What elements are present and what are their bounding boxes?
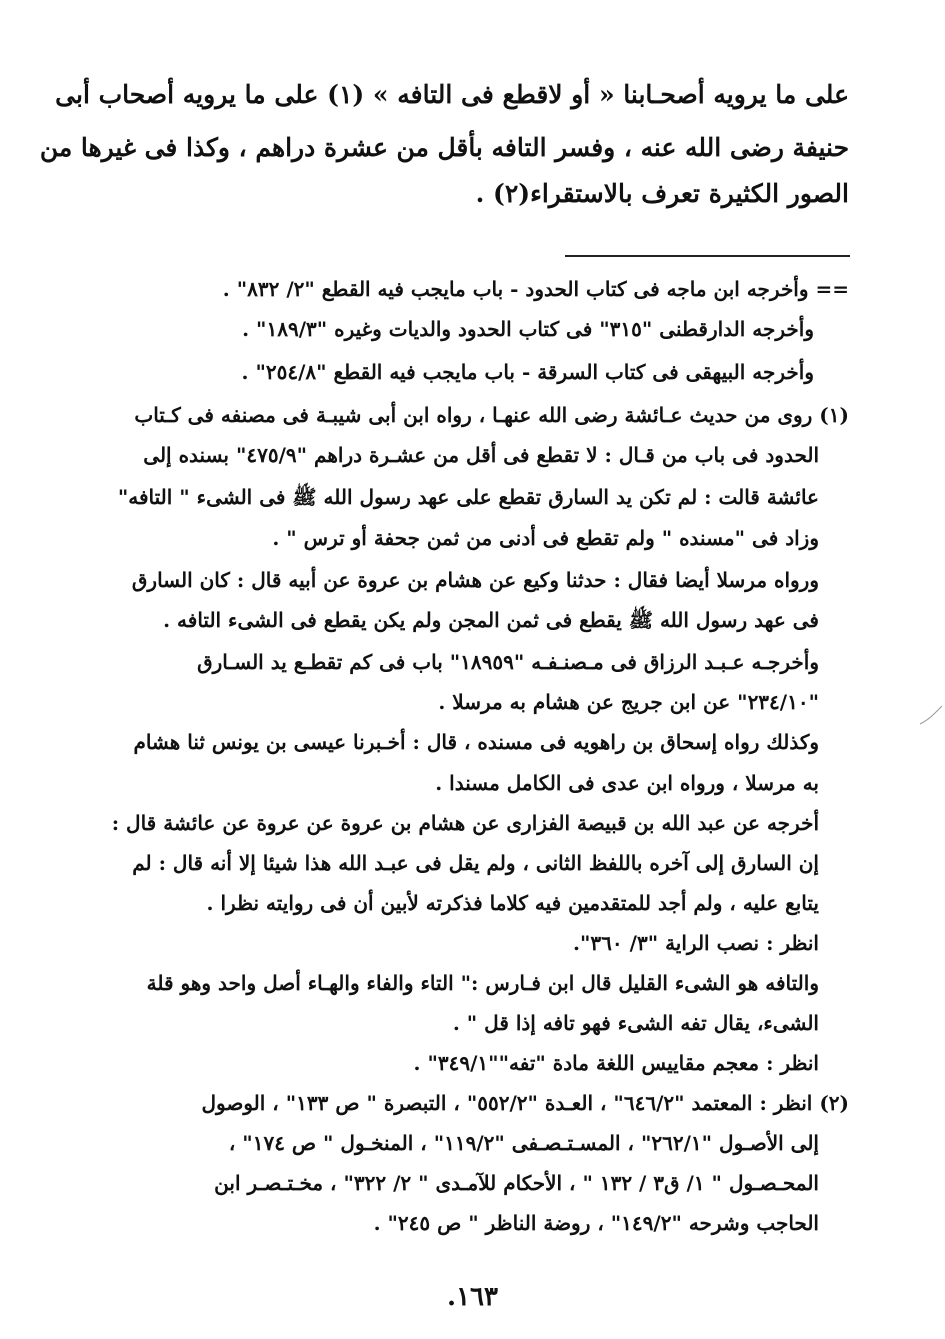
footnote-line: الشىء، يقال تفه الشىء فهو تافه إذا قل " . — [452, 1011, 819, 1035]
footnote-line: يتابع عليه ، ولم أجد للمتقدمين فيه كلاما فذكرته لأبين أن فى روايته نظرا . — [206, 891, 819, 915]
footnote-line: أخرجه عن عبد الله بن قبيصة الفزارى عن هشام بن عروة عن عروة عن عائشة قال : — [111, 811, 819, 835]
footnote-line: وأخرجه الدارقطنى "٣١٥" فى كتاب الحدود والديات وغيره "١٨٩/٣" . — [242, 317, 814, 341]
main-text-line: الصور الكثيرة تعرف بالاستقراء(٢) . — [475, 179, 849, 208]
footnote-line: الحاجب وشرحه "١٤٩/٢" ، روضة الناظر " ص ٢٤٥" . — [373, 1211, 819, 1235]
footnote-line: انظر : معجم مقاييس اللغة مادة "تفه""٣٤٩/١" . — [413, 1051, 819, 1075]
footnote-line: انظر : نصب الراية "٣/ ٣٦٠". — [573, 931, 819, 955]
main-text-line: حنيفة رضى الله عنه ، وفسر التافه بأقل من عشرة دراهم ، وكذا فى غيرها من — [39, 133, 849, 162]
footnote-line: الحدود فى باب من قـال : لا تقطع فى أقل من عشـرة دراهم "٤٧٥/٩" بسنده إلى — [143, 443, 819, 467]
footnote-line: وزاد فى "مسنده " ولم تقطع فى أدنى من ثمن جحفة أو ترس " . — [272, 526, 819, 550]
footnote-line: به مرسلا ، ورواه ابن عدى فى الكامل مسندا . — [435, 771, 819, 795]
main-text-line: على ما يرويه أصحـابنا « أو لاقطع فى التافه » (١) على ما يرويه أصحاب أبى — [55, 80, 849, 109]
footnote-line: ورواه مرسلا أيضا فقال : حدثنا وكيع عن هشام بن عروة عن أبيه قال : كان السارق — [131, 568, 819, 592]
footnote-line: فى عهد رسول الله ﷺ يقطع فى ثمن المجن ولم يكن يقطع فى الشىء التافه . — [163, 608, 819, 632]
footnote-line: وأخرجـه عـبـد الرزاق فى مـصنـفـه "١٨٩٥٩" باب فى كم تقطـع يد السـارق — [197, 650, 819, 674]
footnote-line: (١) روى من حديث عـائشة رضى الله عنهـا ، رواه ابن أبى شيبـة فى مصنفه فى كـتاب — [134, 403, 849, 427]
footnote-line: وأخرجه البيهقى فى كتاب السرقة - باب مايجب فيه القطع "٢٥٤/٨" . — [241, 360, 814, 384]
scan-mark-icon — [918, 700, 944, 730]
footnote-line: إلى الأصـول "٢٦٢/١" ، المسـتـصـفى "١١٩/٢" ، المنخـول " ص ١٧٤" ، — [228, 1131, 819, 1155]
footnote-line: (٢) انظر : المعتمد "٦٤٦/٢" ، العـدة "٥٥٢/٢" ، التبصرة " ص ١٣٣" ، الوصول — [201, 1091, 849, 1115]
footnote-line: والتافه هو الشىء القليل قال ابن فـارس :" التاء والفاء والهـاء أصل واحد وهو قلة — [146, 971, 819, 995]
footnote-line: "٢٣٤/١٠" عن ابن جريج عن هشام به مرسلا . — [438, 690, 819, 714]
footnote-line: إن السارق إلى آخره باللفظ الثانى ، ولم يقل فى عبـد الله هذا شيئا إلا أنه قال : لم — [132, 851, 819, 875]
page-number: ١٦٣. — [447, 1282, 498, 1312]
footnote-line: المحـصـول " ١/ ق٣ / ١٣٢ " ، الأحكام للآمـدى " ٢/ ٣٢٢" ، مخـتـصـر ابن — [214, 1171, 819, 1195]
footnote-line: == وأخرجه ابن ماجه فى كتاب الحدود - باب مايجب فيه القطع "٢/ ٨٣٢" . — [222, 277, 849, 301]
footnote-line: عائشة قالت : لم تكن يد السارق تقطع على عهد رسول الله ﷺ فى الشىء " التافه" — [117, 485, 819, 509]
footnote-separator — [565, 255, 850, 257]
footnote-line: وكذلك رواه إسحاق بن راهويه فى مسنده ، قال : أخـبرنا عيسى بن يونس ثنا هشام — [133, 730, 819, 754]
